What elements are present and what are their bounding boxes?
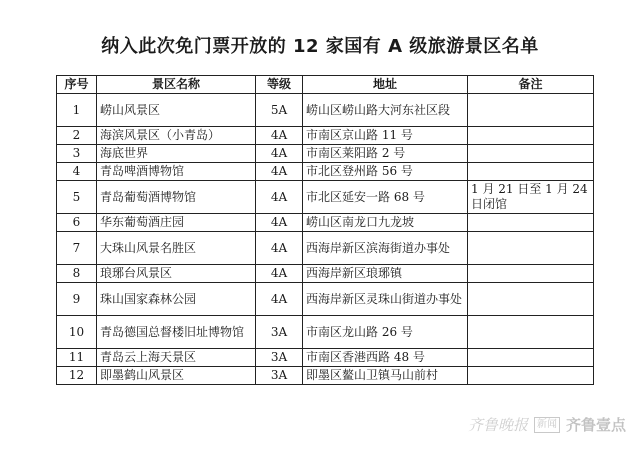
header-level: 等级 <box>256 76 303 94</box>
cell-address: 西海岸新区灵珠山街道办事处 <box>303 283 468 316</box>
cell-level: 4A <box>256 265 303 283</box>
table-row <box>57 349 594 367</box>
cell-name: 海滨风景区（小青岛） <box>97 127 256 145</box>
cell-level: 4A <box>256 145 303 163</box>
table-row <box>57 232 594 265</box>
header-name: 景区名称 <box>97 76 256 94</box>
cell-level: 3A <box>256 349 303 367</box>
cell-no: 2 <box>57 127 97 145</box>
cell-note <box>468 94 594 127</box>
cell-address: 市南区莱阳路 2 号 <box>303 145 468 163</box>
cell-address: 西海岸新区滨海街道办事处 <box>303 232 468 265</box>
cell-name: 青岛德国总督楼旧址博物馆 <box>97 316 256 349</box>
cell-address: 市南区香港西路 48 号 <box>303 349 468 367</box>
cell-note <box>468 283 594 316</box>
cell-note <box>468 367 594 385</box>
cell-name: 海底世界 <box>97 145 256 163</box>
watermark-script-text: 齐鲁晚报 <box>467 416 528 434</box>
cell-name: 珠山国家森林公园 <box>97 283 256 316</box>
cell-no: 4 <box>57 163 97 181</box>
cell-no: 6 <box>57 214 97 232</box>
cell-name: 崂山风景区 <box>97 94 256 127</box>
cell-note <box>468 232 594 265</box>
cell-address: 市北区登州路 56 号 <box>303 163 468 181</box>
header-no: 序号 <box>57 76 97 94</box>
cell-note <box>468 316 594 349</box>
cell-level: 4A <box>256 127 303 145</box>
cell-address: 崂山区南龙口九龙坡 <box>303 214 468 232</box>
page-title: 纳入此次免门票开放的 12 家国有 A 级旅游景区名单 <box>101 36 539 57</box>
cell-address: 即墨区鳌山卫镇马山前村 <box>303 367 468 385</box>
cell-name: 青岛葡萄酒博物馆 <box>97 181 256 214</box>
table-row <box>57 127 594 145</box>
cell-level: 4A <box>256 232 303 265</box>
cell-level: 3A <box>256 316 303 349</box>
cell-level: 4A <box>256 283 303 316</box>
cell-note: 1 月 21 日至 1 月 24 日闭馆 <box>468 181 594 214</box>
cell-level: 4A <box>256 214 303 232</box>
cell-level: 3A <box>256 367 303 385</box>
cell-level: 4A <box>256 181 303 214</box>
cell-name: 青岛啤酒博物馆 <box>97 163 256 181</box>
cell-address: 崂山区崂山路大河东社区段 <box>303 94 468 127</box>
cell-address: 市南区京山路 11 号 <box>303 127 468 145</box>
cell-no: 12 <box>57 367 97 385</box>
cell-address: 西海岸新区琅琊镇 <box>303 265 468 283</box>
table-row <box>57 145 594 163</box>
cell-no: 10 <box>57 316 97 349</box>
cell-no: 1 <box>57 94 97 127</box>
cell-no: 9 <box>57 283 97 316</box>
cell-note <box>468 265 594 283</box>
cell-note <box>468 349 594 367</box>
scenic-area-table <box>56 75 594 385</box>
cell-no: 3 <box>57 145 97 163</box>
cell-address: 市北区延安一路 68 号 <box>303 181 468 214</box>
cell-no: 11 <box>57 349 97 367</box>
header-address: 地址 <box>303 76 468 94</box>
cell-level: 5A <box>256 94 303 127</box>
table-row <box>57 367 594 385</box>
table-row <box>57 163 594 181</box>
cell-name: 青岛云上海天景区 <box>97 349 256 367</box>
cell-note <box>468 145 594 163</box>
cell-no: 8 <box>57 265 97 283</box>
table-row <box>57 265 594 283</box>
cell-name: 华东葡萄酒庄园 <box>97 214 256 232</box>
header-note: 备注 <box>468 76 594 94</box>
cell-note <box>468 214 594 232</box>
cell-name: 即墨鹤山风景区 <box>97 367 256 385</box>
table-row <box>57 181 594 214</box>
cell-no: 7 <box>57 232 97 265</box>
cell-note <box>468 127 594 145</box>
watermark <box>468 414 626 435</box>
cell-address: 市南区龙山路 26 号 <box>303 316 468 349</box>
table-row <box>57 283 594 316</box>
table-header-row <box>57 76 594 94</box>
cell-name: 琅琊台风景区 <box>97 265 256 283</box>
cell-note <box>468 163 594 181</box>
table-row <box>57 94 594 127</box>
cell-name: 大珠山风景名胜区 <box>97 232 256 265</box>
table-row <box>57 214 594 232</box>
table-row <box>57 316 594 349</box>
cell-no: 5 <box>57 181 97 214</box>
cell-level: 4A <box>256 163 303 181</box>
watermark-logo: 齐鲁壹点 <box>565 416 626 434</box>
watermark-badge: 新闻 <box>534 417 560 433</box>
